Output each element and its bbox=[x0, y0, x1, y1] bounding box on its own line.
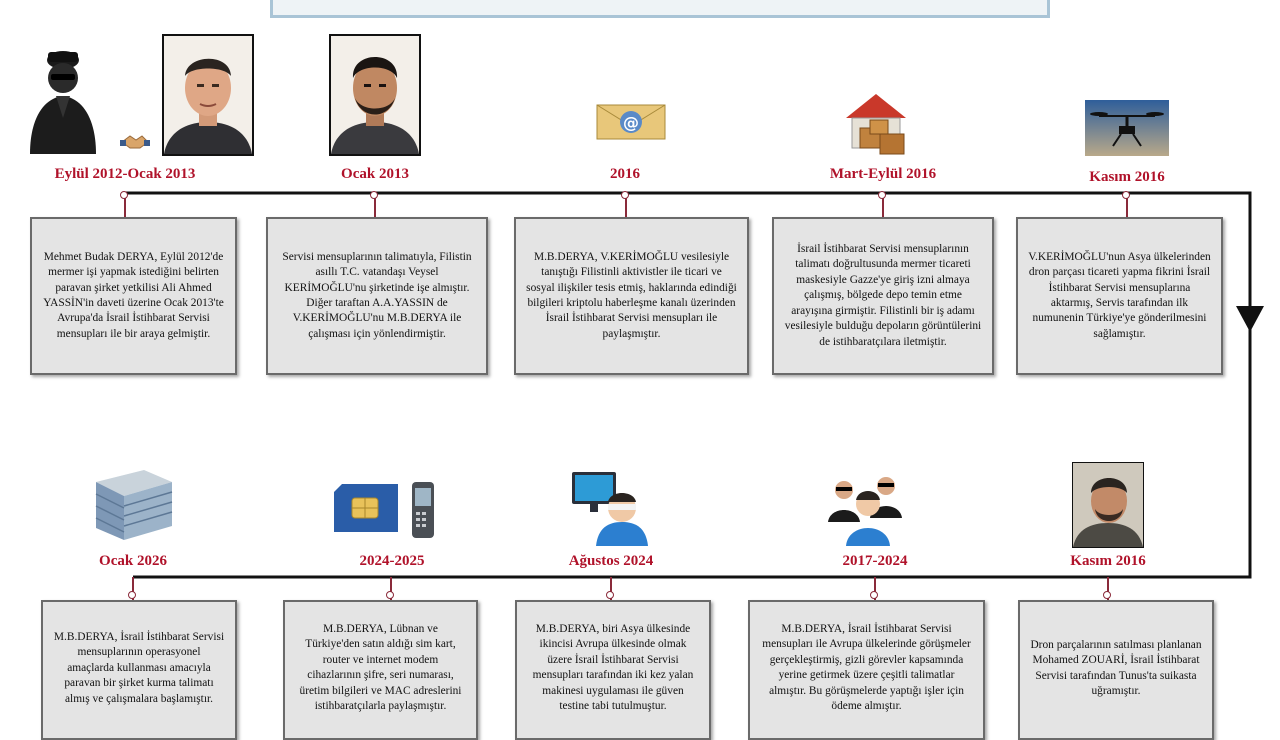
event-date: Kasım 2016 bbox=[1070, 553, 1146, 569]
timeline-marker bbox=[625, 193, 627, 218]
timeline-marker bbox=[390, 577, 392, 601]
hooded-spy-icon bbox=[26, 38, 100, 154]
timeline-marker bbox=[132, 577, 134, 601]
house-boxes-icon bbox=[842, 90, 912, 156]
email-envelope-icon bbox=[596, 104, 666, 140]
portrait-photo bbox=[162, 34, 254, 156]
event-description-box bbox=[30, 217, 237, 375]
sim-card-phone-icon bbox=[332, 480, 438, 540]
event-description-box bbox=[772, 217, 994, 375]
timeline-marker bbox=[874, 577, 876, 601]
timeline-marker bbox=[610, 577, 612, 601]
event-date: Mart-Eylül 2016 bbox=[829, 166, 937, 182]
event-date: 2017-2024 bbox=[842, 553, 908, 569]
polygraph-computer-icon bbox=[570, 470, 650, 546]
event-date: Ağustos 2024 bbox=[568, 553, 654, 569]
event-date: Ocak 2026 bbox=[99, 553, 167, 569]
event-description: V.KERİMOĞLU'nun Asya ülkelerinden dron parçası ticareti yapma fikrini İsrail İstihbarat Servisi mensuplarına aktarmış, Servis tarafından ilk numunenin Türkiye'ye gönderilmesini sağlamıştır. bbox=[1028, 250, 1211, 340]
event-description: Dron parçalarının satılması planlanan Mohamed ZOUARİ, İsrail İstihbarat Servisi tarafından Tunus'ta suikasta uğramıştır. bbox=[1030, 639, 1202, 698]
event-description-box bbox=[1016, 217, 1223, 375]
timeline-marker bbox=[124, 193, 126, 218]
event-description: M.B.DERYA, biri Asya ülkesinde ikincisi Avrupa ülkesinde olmak üzere İsrail İstihbarat Servisi mensupları tarafından iki kez yalan makinesi uygulaması ile güven testine tabi tutulmuştur. bbox=[532, 623, 694, 713]
event-description-box bbox=[266, 217, 488, 375]
event-date: 2024-2025 bbox=[359, 553, 425, 569]
timeline-marker bbox=[1126, 193, 1128, 218]
portrait-photo bbox=[329, 34, 421, 156]
portrait-photo bbox=[1072, 462, 1144, 548]
drone-icon bbox=[1085, 100, 1169, 156]
event-description: M.B.DERYA, V.KERİMOĞLU vesilesiyle tanıştığı Filistinli aktivistler ile ticari ve sosyal ilişkiler tesis etmiş, haklarında edindiği bilgileri kriptolu haberleşme kanalı üzerinden İsrail İstihbarat Servisi mensupları ile paylaşmıştır. bbox=[526, 250, 737, 340]
event-description-box bbox=[515, 600, 711, 740]
event-date: Eylül 2012-Ocak 2013 bbox=[54, 166, 196, 182]
event-description: M.B.DERYA, İsrail İstihbarat Servisi mensupları ile Avrupa ülkelerinde görüşmeler gerçekleştirmiş, gizli görevler kapsamında yerine getirmek üzere çeşitli talimatlar almıştır. Bu görüşmelerde yaptığı işler için ödeme almıştır. bbox=[762, 623, 971, 713]
event-description-box bbox=[283, 600, 478, 740]
timeline-marker bbox=[882, 193, 884, 218]
event-date: Ocak 2013 bbox=[341, 166, 409, 182]
event-description: M.B.DERYA, İsrail İstihbarat Servisi mensuplarının operasyonel amaçlarda kullanması amacıyla paravan bir şirket kurma talimatı almış ve çalışmalara başlamıştır. bbox=[53, 631, 225, 705]
office-building-icon bbox=[94, 468, 174, 542]
timeline-marker bbox=[374, 193, 376, 218]
agents-meeting-icon bbox=[826, 470, 906, 546]
svg-text:@: @ bbox=[623, 113, 639, 132]
event-description-box bbox=[514, 217, 749, 375]
event-date: Kasım 2016 bbox=[1089, 169, 1165, 185]
timeline-marker bbox=[1107, 577, 1109, 601]
event-description: Mehmet Budak DERYA, Eylül 2012'de mermer işi yapmak istediğini belirten paravan şirket yetkilisi Ali Ahmed YASSİN'in daveti üzerine Ocak 2013'te Avrupa'da İsrail İstihbarat Servisi mensupları ile bir araya gelmiştir. bbox=[43, 250, 224, 340]
handshake-icon bbox=[120, 132, 150, 150]
event-description: M.B.DERYA, Lübnan ve Türkiye'den satın aldığı sim kart, router ve internet modem cihazlarının şifre, seri numarası, üretim bilgileri ve MAC adreslerini istihbaratçılarla paylaşmıştır. bbox=[299, 623, 462, 713]
event-description-box bbox=[1018, 600, 1214, 740]
event-description-box bbox=[748, 600, 985, 740]
event-date: 2016 bbox=[610, 166, 640, 182]
event-description-box bbox=[41, 600, 237, 740]
event-description: İsrail İstihbarat Servisi mensuplarının talimatı doğrultusunda mermer ticareti maskesiyle Gazze'ye giriş izni almaya çalışmış, bölgede depo temin etme arayışına girmiştir. Filistinli bir iş adamı vesilesiyle bulduğu depoların görüntülerini de istihbaratçılara iletmiştir. bbox=[784, 243, 982, 348]
event-description: Servisi mensuplarının talimatıyla, Filistin asıllı T.C. vatandaşı Veysel KERİMOĞLU'nu şirketinde işe almıştır. Diğer taraftan A.A.YASSIN de V.KERİMOĞLU'nu M.B.DERYA ile çalışması için yönlendirmiştir. bbox=[282, 250, 472, 340]
